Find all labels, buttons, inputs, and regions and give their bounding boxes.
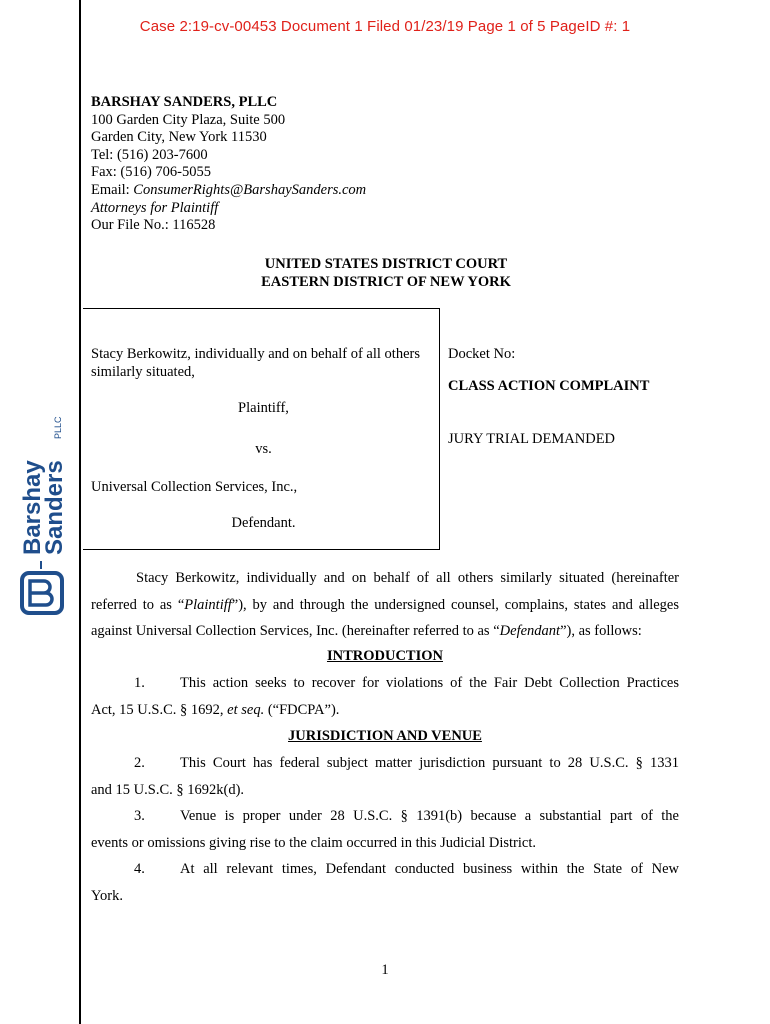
paragraph-3-line2: events or omissions giving rise to the claim occurred in this Judicial District. xyxy=(91,834,536,851)
firm-name: BARSHAY SANDERS, PLLC xyxy=(91,94,278,110)
defendant-role: Defendant. xyxy=(231,515,296,531)
firm-email-line xyxy=(91,182,366,200)
firm-fax: Fax: (516) 706-5055 xyxy=(91,164,212,181)
paragraph-1-line2-end: (“FDCPA”). xyxy=(264,701,340,718)
paragraph-number: 2. xyxy=(134,755,145,771)
section-heading-jurisdiction: JURISDICTION AND VENUE xyxy=(288,728,482,744)
logo-word-barshay: Barshay xyxy=(19,460,46,555)
numbered-paragraph-3 xyxy=(91,803,679,856)
paragraph-2-line1: This Court has federal subject matter jurisdiction pursuant to 28 U.S.C. § 1331 xyxy=(180,755,679,771)
docket-number-label: Docket No: xyxy=(448,346,516,362)
email-label: Email: xyxy=(91,181,134,198)
court-name: UNITED STATES DISTRICT COURT xyxy=(264,256,508,272)
firm-address-line1: 100 Garden City Plaza, Suite 500 xyxy=(91,111,286,128)
logo-suffix-pllc: PLLC xyxy=(53,416,63,439)
numbered-paragraph-1 xyxy=(91,670,679,723)
et-seq: et seq. xyxy=(227,701,265,718)
numbered-paragraph-2 xyxy=(91,750,679,803)
firm-address-line2: Garden City, New York 11530 xyxy=(91,129,267,146)
case-header-stamp: Case 2:19-cv-00453 Document 1 Filed 01/23/19 Page 1 of 5 PageID #: 1 xyxy=(139,18,631,35)
intro-line1: Stacy Berkowitz, individually and on behalf of all others similarly situated (hereinafter xyxy=(136,570,679,586)
logo-word-sanders: Sanders xyxy=(41,460,68,555)
intro-line2-start: referred to as “ xyxy=(91,596,185,613)
court-heading xyxy=(91,255,681,291)
intro-line3-end: ”), as follows: xyxy=(560,623,642,639)
plaintiff-name-line2: similarly situated, xyxy=(91,364,195,380)
intro-line2-end: ”), by and through the undersigned counsel, complains, states and alleges xyxy=(231,596,679,613)
paragraph-4-line2: York. xyxy=(91,887,123,904)
plaintiff-defined-term: Plaintiff xyxy=(184,596,232,613)
firm-telephone: Tel: (516) 203-7600 xyxy=(91,146,208,163)
section-heading-introduction: INTRODUCTION xyxy=(326,648,443,664)
barshay-sanders-logo xyxy=(18,405,74,620)
page-number: 1 xyxy=(381,962,389,978)
paragraph-2-line2: and 15 U.S.C. § 1692k(d). xyxy=(91,781,245,798)
paragraph-1-line1: This action seeks to recover for violations of the Fair Debt Collection Practices xyxy=(180,675,679,691)
intro-line3-start: against Universal Collection Services, Inc. (hereinafter referred to as “ xyxy=(91,623,500,639)
document-type: CLASS ACTION COMPLAINT xyxy=(448,378,650,394)
numbered-paragraph-4 xyxy=(91,856,679,909)
court-district: EASTERN DISTRICT OF NEW YORK xyxy=(261,274,511,290)
paragraph-4-line1: At all relevant times, Defendant conducted business within the State of New xyxy=(180,861,679,877)
plaintiff-name-line1: Stacy Berkowitz, individually and on behalf of all others xyxy=(91,346,420,362)
paragraph-number: 4. xyxy=(134,861,145,877)
versus: vs. xyxy=(255,441,272,457)
paragraph-1-line2-start: Act, 15 U.S.C. § 1692, xyxy=(91,701,228,718)
file-number: Our File No.: 116528 xyxy=(91,217,216,234)
paragraph-number: 1. xyxy=(134,675,145,691)
left-margin-rule xyxy=(79,0,81,1024)
attorney-info-block xyxy=(91,94,366,235)
paragraph-3-line1: Venue is proper under 28 U.S.C. § 1391(b) because a substantial part of the xyxy=(180,808,679,824)
intro-paragraph xyxy=(91,565,679,645)
attorneys-for-plaintiff: Attorneys for Plaintiff xyxy=(91,199,219,216)
defendant-defined-term: Defendant xyxy=(499,623,561,639)
paragraph-number: 3. xyxy=(134,808,145,824)
jury-demand: JURY TRIAL DEMANDED xyxy=(448,431,616,447)
defendant-name: Universal Collection Services, Inc., xyxy=(91,479,298,495)
plaintiff-role: Plaintiff, xyxy=(238,400,289,416)
email-address: ConsumerRights@BarshaySanders.com xyxy=(133,181,367,198)
